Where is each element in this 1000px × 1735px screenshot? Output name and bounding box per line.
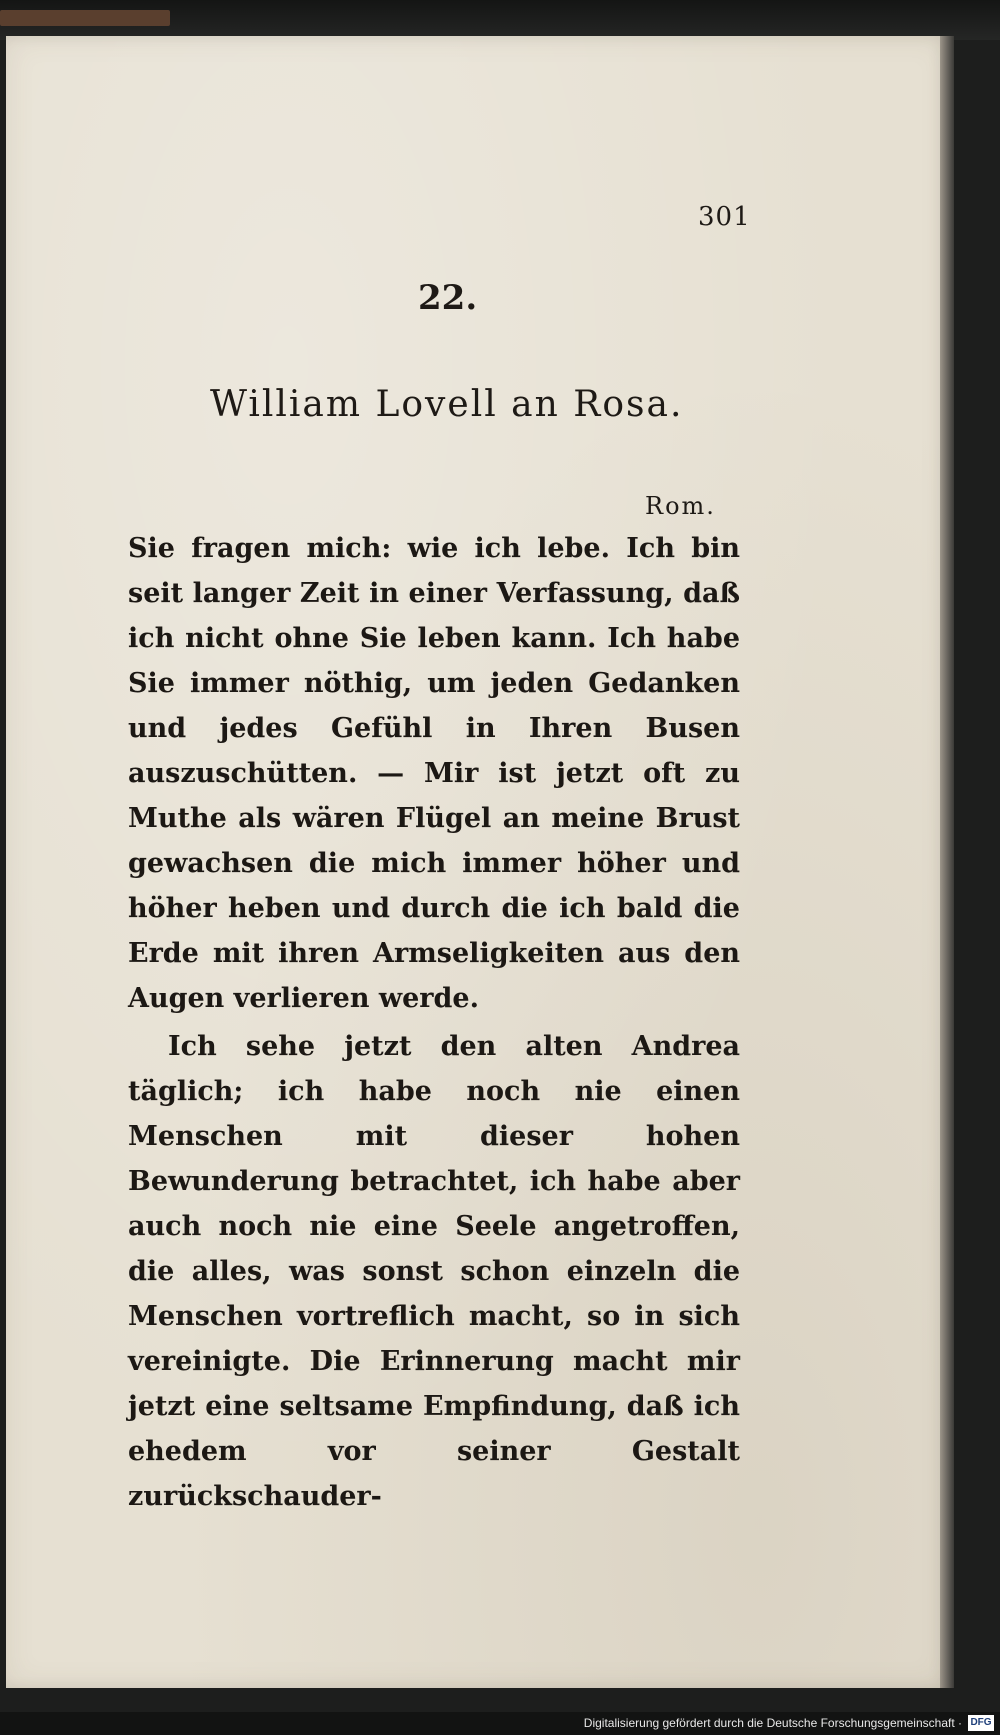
footer-bar bbox=[0, 1712, 1000, 1735]
body-paragraph-1: Sie fragen mich: wie ich lebe. Ich bin seit langer Zeit in einer Verfassung, daß ich nicht ohne Sie leben kann. Ich habe Sie immer nöthig, um jeden Gedanken und jedes Gefühl in Ihren Busen auszuschütten. — Mir ist jetzt oft zu Muthe als wären Flügel an meine Brust gewachsen die mich immer höher und höher heben und durch die ich bald die Erde mit ihren Armseligkeiten aus den Augen verlieren werde. bbox=[128, 533, 740, 1014]
funding-credit: Digitalisierung gefördert durch die Deutsche Forschungsgemeinschaft · bbox=[583, 1716, 962, 1730]
page-number: 301 bbox=[698, 202, 751, 232]
book-cover-edge bbox=[0, 10, 170, 26]
dfg-logo-icon: DFG bbox=[968, 1715, 994, 1731]
letter-place: Rom. bbox=[645, 492, 716, 520]
letter-heading: William Lovell an Rosa. bbox=[210, 384, 684, 425]
body-paragraph-2: Ich sehe jetzt den alten Andrea täglich; ich habe noch nie einen Menschen mit dieser hohen Bewunderung betrachtet, ich habe aber auch noch nie eine Seele angetroffen, die alles, was sonst schon einzeln die Menschen vortreflich macht, so in sich vereinigte. Die Erinnerung macht mir jetzt eine seltsame Empfindung, daß ich ehedem vor seiner Gestalt zurückschauder- bbox=[128, 1031, 740, 1512]
letter-number: 22. bbox=[418, 278, 478, 318]
page-edge-shadow bbox=[940, 36, 954, 1688]
